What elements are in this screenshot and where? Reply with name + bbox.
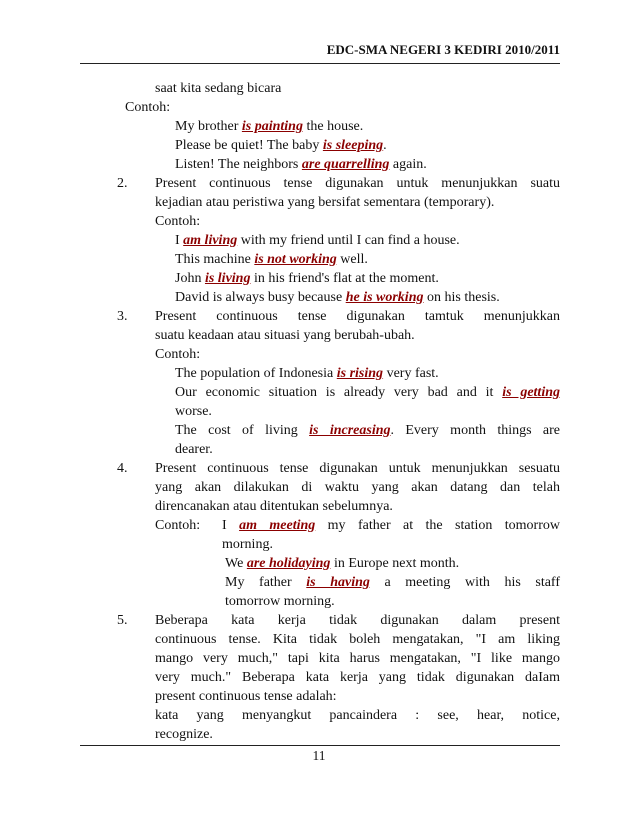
- item-text: recognize.: [155, 727, 213, 742]
- example-line: David is always busy because he is working on his thesis.: [175, 290, 500, 305]
- example-line: John is living in his friend's flat at the moment.: [175, 271, 439, 286]
- example-continuation: morning.: [222, 537, 273, 552]
- item-text: Present continuous tense digunakan untuk menunjukkan suatu: [155, 176, 560, 191]
- item-number: 5.: [117, 613, 128, 628]
- verb-phrase: is getting: [502, 385, 560, 400]
- example-line: I am living with my friend until I can find a house.: [175, 233, 460, 248]
- example-line: The population of Indonesia is rising very fast.: [175, 366, 439, 381]
- item-text: Beberapa kata kerja tidak digunakan dalam present: [155, 613, 560, 628]
- item-text: direncanakan atau ditentukan sebelumnya.: [155, 499, 393, 514]
- item-text: mango very much," tapi kita harus mengatakan, "I like mango: [155, 651, 560, 666]
- example-line: My father is having a meeting with his staff: [225, 575, 561, 590]
- item-number: 4.: [117, 461, 128, 476]
- example-line: The cost of living is increasing. Every month things are: [175, 423, 561, 438]
- item-text: very much." Beberapa kata kerja yang tidak digunakan daIam: [155, 670, 560, 685]
- item-text: yang akan dilakukan di waktu yang akan datang dan telah: [155, 480, 560, 495]
- verb-phrase: is not working: [254, 252, 337, 267]
- contoh-label: Contoh:: [125, 100, 171, 115]
- item-text: kejadian atau peristiwa yang bersifat sementara (temporary).: [155, 195, 495, 210]
- verb-phrase: is painting: [241, 119, 303, 134]
- verb-phrase: is having: [306, 575, 370, 590]
- header-rule: [80, 63, 560, 64]
- example-line: Please be quiet! The baby is sleeping.: [175, 138, 387, 153]
- contoh-label: Contoh:: [155, 518, 201, 533]
- example-continuation: dearer.: [175, 442, 213, 457]
- item-number: 2.: [117, 176, 128, 191]
- footer-rule: [80, 745, 560, 746]
- verb-phrase: is living: [204, 271, 251, 286]
- example-line: Our economic situation is already very bad and it is getting: [175, 385, 560, 400]
- item-text: Present continuous tense digunakan tamtuk menunjukkan: [155, 309, 560, 324]
- contoh-label: Contoh:: [155, 214, 201, 229]
- example-line: I am meeting my father at the station tomorrow: [222, 518, 560, 533]
- example-continuation: tomorrow morning.: [225, 594, 335, 609]
- item-text: suatu keadaan atau situasi yang berubah-ubah.: [155, 328, 415, 343]
- item-number: 3.: [117, 309, 128, 324]
- item-text: present continuous tense adalah:: [155, 689, 337, 704]
- contoh-label: Contoh:: [155, 347, 201, 362]
- example-line: This machine is not working well.: [175, 252, 368, 267]
- verb-phrase: is sleeping: [322, 138, 384, 153]
- verb-phrase: am living: [183, 233, 238, 248]
- item-text: kata yang menyangkut pancaindera : see, hear, notice,: [155, 708, 560, 723]
- intro-tail: saat kita sedang bicara: [155, 81, 282, 96]
- verb-phrase: is increasing: [309, 423, 391, 438]
- verb-phrase: am meeting: [239, 518, 316, 533]
- verb-phrase: is rising: [336, 366, 384, 381]
- verb-phrase: are holidaying: [246, 556, 331, 571]
- example-line: Listen! The neighbors are quarrelling again.: [175, 157, 427, 172]
- item-text: Present continuous tense digunakan untuk menunjukkan sesuatu: [155, 461, 560, 476]
- verb-phrase: are quarrelling: [301, 157, 390, 172]
- example-line: My brother is painting the house.: [175, 119, 364, 134]
- page-number: 11: [312, 748, 326, 763]
- item-text: continuous tense. Kita tidak boleh mengatakan, "I am liking: [155, 632, 560, 647]
- example-line: We are holidaying in Europe next month.: [225, 556, 460, 571]
- example-continuation: worse.: [175, 404, 212, 419]
- verb-phrase: he is working: [345, 290, 424, 305]
- page-header: EDC-SMA NEGERI 3 KEDIRI 2010/2011: [326, 42, 560, 57]
